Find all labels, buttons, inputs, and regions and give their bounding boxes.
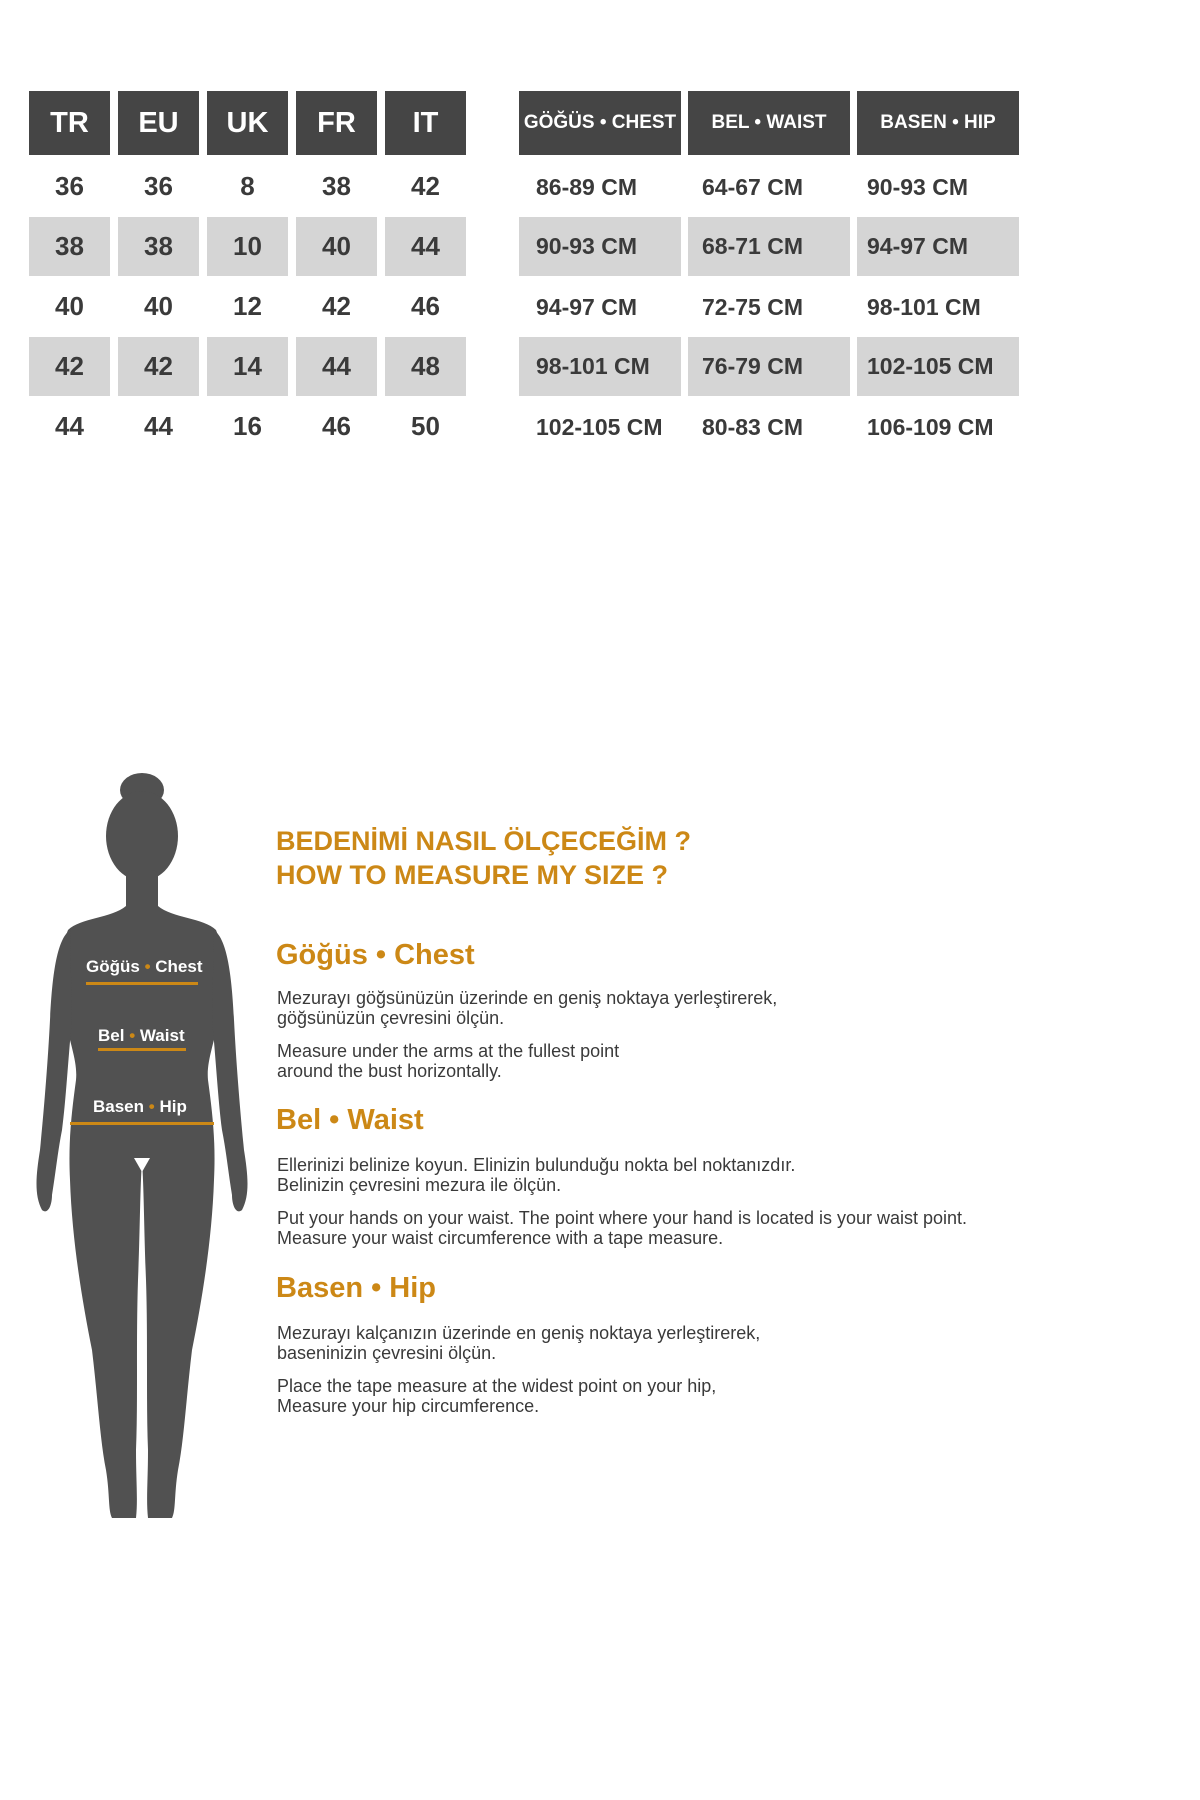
- measure-cell: 106-109 CM: [867, 414, 994, 440]
- guide-title-en: HOW TO MEASURE MY SIZE ?: [276, 860, 669, 890]
- figure-waist-label: [98, 1026, 185, 1046]
- measure-header-chest: GÖĞÜS • CHEST: [519, 91, 681, 155]
- waist-text-tr: Ellerinizi belinize koyun. Elinizin bulunduğu nokta bel noktanızdır. Belinizin çevresini mezura ile ölçün.: [277, 1155, 796, 1195]
- size-header-fr: FR: [296, 91, 377, 155]
- figure-chest-tr: Göğüs: [86, 957, 140, 976]
- waist-measure-line: [98, 1048, 186, 1051]
- size-cell: 46: [411, 291, 440, 321]
- measure-cell: 80-83 CM: [702, 414, 803, 440]
- size-cell: 48: [385, 337, 466, 396]
- size-cell: 46: [322, 411, 351, 441]
- size-cell: 38: [29, 217, 110, 276]
- size-header-eu: EU: [118, 91, 199, 155]
- size-cell: 40: [296, 217, 377, 276]
- hip-text-tr: Mezurayı kalçanızın üzerinde en geniş noktaya yerleştirerek, baseninizin çevresini ölçün.: [277, 1323, 761, 1363]
- size-header-tr: TR: [29, 91, 110, 155]
- size-cell: 42: [118, 337, 199, 396]
- hip-text-en: Place the tape measure at the widest point on your hip, Measure your hip circumference.: [277, 1376, 717, 1416]
- size-cell: 38: [322, 171, 351, 201]
- waist-heading: Bel • Waist: [276, 1104, 424, 1136]
- measure-header-waist: BEL • WAIST: [688, 91, 850, 155]
- figure-hip-en: Hip: [159, 1097, 187, 1116]
- figure-chest-dot: •: [144, 957, 151, 976]
- hip-heading: Basen • Hip: [276, 1272, 437, 1304]
- figure-chest-label: [86, 957, 203, 977]
- size-cell: 42: [29, 337, 110, 396]
- size-cell: 50: [411, 411, 440, 441]
- chest-text-tr: Mezurayı göğsünüzün üzerinde en geniş noktaya yerleştirerek, göğsünüzün çevresini ölçün.: [277, 988, 778, 1028]
- figure-waist-tr: Bel: [98, 1026, 125, 1045]
- measure-cell: 86-89 CM: [536, 174, 637, 200]
- size-cell: 40: [55, 291, 84, 321]
- size-cell: 12: [233, 291, 262, 321]
- chest-measure-line: [86, 982, 198, 985]
- figure-hip-dot: •: [148, 1097, 155, 1116]
- size-cell: 44: [385, 217, 466, 276]
- waist-text-en: Put your hands on your waist. The point where your hand is located is your waist point. Measure your waist circumference with a tape measure.: [277, 1208, 968, 1248]
- figure-hip-tr: Basen: [93, 1097, 145, 1116]
- measure-cell: 64-67 CM: [702, 174, 803, 200]
- size-cell: 40: [144, 291, 173, 321]
- measure-cell: 98-101 CM: [519, 337, 681, 396]
- measure-cell: 102-105 CM: [536, 414, 663, 440]
- size-cell: 10: [207, 217, 288, 276]
- size-cell: 42: [411, 171, 440, 201]
- figure-waist-dot: •: [129, 1026, 136, 1045]
- measure-cell: 98-101 CM: [867, 294, 981, 320]
- size-cell: 42: [322, 291, 351, 321]
- size-header-it: IT: [385, 91, 466, 155]
- measure-cell: 94-97 CM: [857, 217, 1019, 276]
- measure-cell: 90-93 CM: [867, 174, 968, 200]
- size-cell: 36: [55, 171, 84, 201]
- figure-waist-en: Waist: [139, 1026, 185, 1045]
- size-cell: 16: [233, 411, 262, 441]
- measure-header-hip: BASEN • HIP: [857, 91, 1019, 155]
- guide-title-tr: BEDENİMİ NASIL ÖLÇECEĞİM ?: [276, 826, 692, 856]
- chest-text-en: Measure under the arms at the fullest point around the bust horizontally.: [277, 1041, 620, 1081]
- size-cell: 44: [55, 411, 84, 441]
- measure-cell: 68-71 CM: [688, 217, 850, 276]
- size-cell: 44: [144, 411, 173, 441]
- hip-measure-line: [70, 1122, 214, 1125]
- female-silhouette-icon: [0, 0, 260, 1569]
- size-cell: 44: [296, 337, 377, 396]
- measure-cell: 90-93 CM: [519, 217, 681, 276]
- measure-cell: 76-79 CM: [688, 337, 850, 396]
- size-cell: 8: [240, 171, 255, 201]
- size-header-uk: UK: [207, 91, 288, 155]
- figure-hip-label: [93, 1097, 187, 1117]
- measure-cell: 72-75 CM: [702, 294, 803, 320]
- figure-chest-en: Chest: [155, 957, 203, 976]
- size-cell: 38: [118, 217, 199, 276]
- size-cell: 36: [144, 171, 173, 201]
- size-cell: 14: [207, 337, 288, 396]
- measure-cell: 102-105 CM: [857, 337, 1019, 396]
- measure-cell: 94-97 CM: [536, 294, 637, 320]
- chest-heading: Göğüs • Chest: [276, 939, 475, 971]
